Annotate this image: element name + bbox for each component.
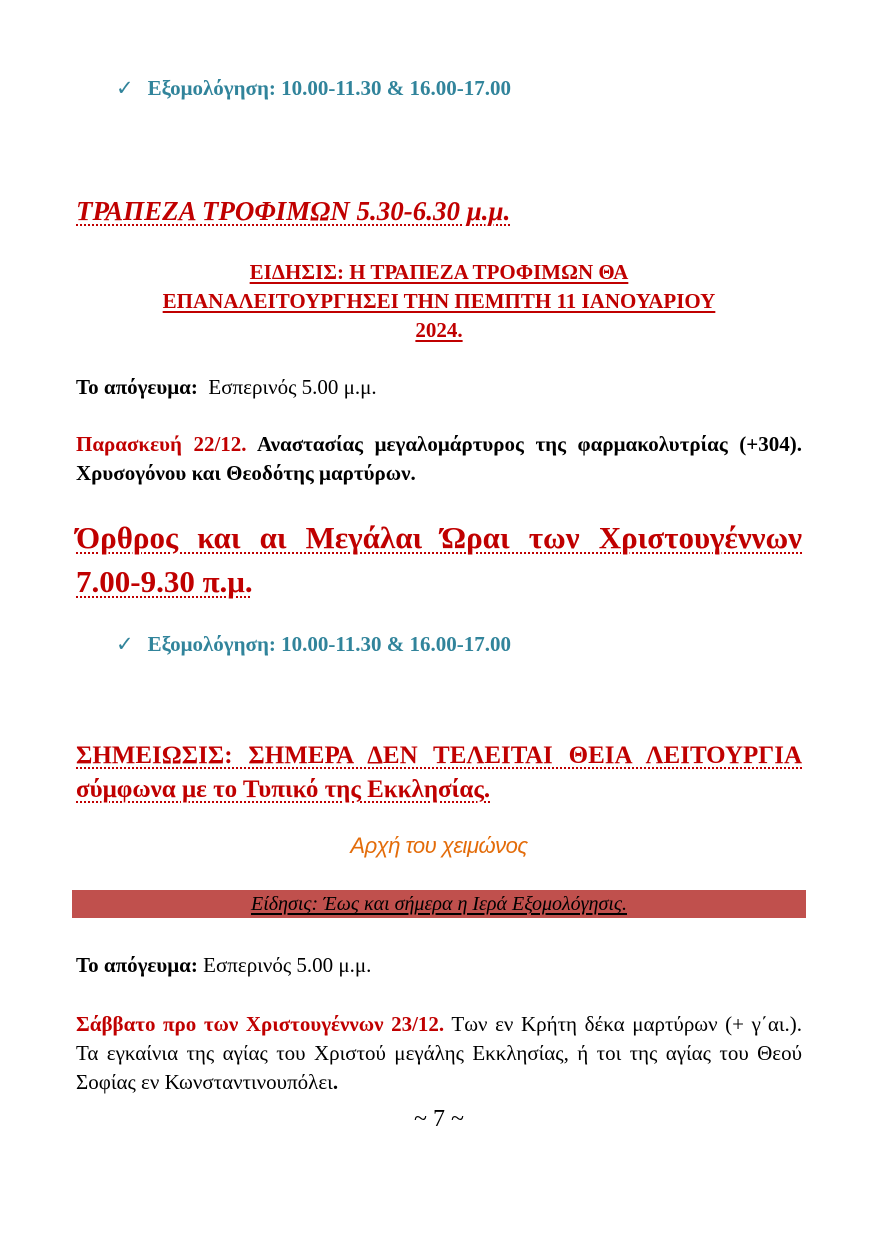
liturgy-note-text: ΣΗΜΕΙΩΣΙΣ: ΣΗΜΕΡΑ ΔΕΝ ΤΕΛΕΙΤΑΙ ΘΕΙΑ ΛΕΙΤΟΥΡΓΙΑ σύμφωνα με το Τυπικό της Εκκλησίας. xyxy=(76,742,802,803)
vespers-text: Εσπερινός 5.00 μ.μ. xyxy=(208,375,377,399)
orthros-text: Όρθρος και αι Μεγάλαι Ώραι των Χριστουγέννων 7.00-9.30 π.μ. xyxy=(76,520,802,599)
news-line-3: 2024. xyxy=(415,318,463,342)
vespers-text: Εσπερινός 5.00 μ.μ. xyxy=(203,953,372,977)
food-bank-news xyxy=(76,258,802,345)
page-number: ~ 7 ~ xyxy=(414,1106,464,1132)
afternoon-paragraph-2 xyxy=(76,951,802,980)
check-icon: ✓ xyxy=(116,632,134,656)
saturday-paragraph xyxy=(76,1010,802,1097)
saturday-saints: Των εν Κρήτη δέκα μαρτύρων (+ γ΄αι.). Τα εγκαίνια της αγίας του Χριστού μεγάλης Εκκλησίας, ή τοι της αγίας του Θεού Σοφίας εν Κωνσταντινουπόλει xyxy=(76,1012,802,1094)
saturday-end: . xyxy=(332,1070,339,1094)
news-line-1: ΕΙΔΗΣΙΣ: Η ΤΡΑΠΕΖΑ ΤΡΟΦΙΜΩΝ ΘΑ xyxy=(249,260,629,284)
confession-line-1 xyxy=(116,76,511,101)
winter-start: Αρχή του χειμώνος xyxy=(350,833,528,858)
food-bank-title: ΤΡΑΠΕΖΑ ΤΡΟΦΙΜΩΝ 5.30-6.30 μ.μ. xyxy=(76,196,511,226)
friday-date: Παρασκευή 22/12. xyxy=(76,432,247,456)
saturday-date: Σάββατο προ των Χριστουγέννων 23/12. xyxy=(76,1012,445,1036)
afternoon-label: Το απόγευμα: xyxy=(76,375,198,399)
confession-news-banner xyxy=(72,890,806,918)
news-line-2: ΕΠΑΝΑΛΕΙΤΟΥΡΓΗΣΕΙ ΤΗΝ ΠΕΜΠΤΗ 11 ΙΑΝΟΥΑΡΙΟΥ xyxy=(162,289,716,313)
confession-line-2 xyxy=(116,632,511,657)
liturgy-note xyxy=(76,739,802,807)
confession-text-2: Εξομολόγηση: 10.00-11.30 & 16.00-17.00 xyxy=(147,632,511,656)
friday-saints: Αναστασίας μεγαλομάρτυρος της φαρμακολυτρίας (+304). Χρυσογόνου και Θεοδότης μαρτύρων. xyxy=(76,432,802,485)
confession-text-1: Εξομολόγηση: 10.00-11.30 & 16.00-17.00 xyxy=(147,76,511,100)
friday-paragraph xyxy=(76,430,802,488)
check-icon: ✓ xyxy=(116,76,134,100)
afternoon-label: Το απόγευμα: xyxy=(76,953,198,977)
afternoon-paragraph-1 xyxy=(76,373,802,402)
banner-text: Είδησις: Έως και σήμερα η Ιερά Εξομολόγησις. xyxy=(250,893,627,915)
orthros-heading xyxy=(76,516,802,604)
